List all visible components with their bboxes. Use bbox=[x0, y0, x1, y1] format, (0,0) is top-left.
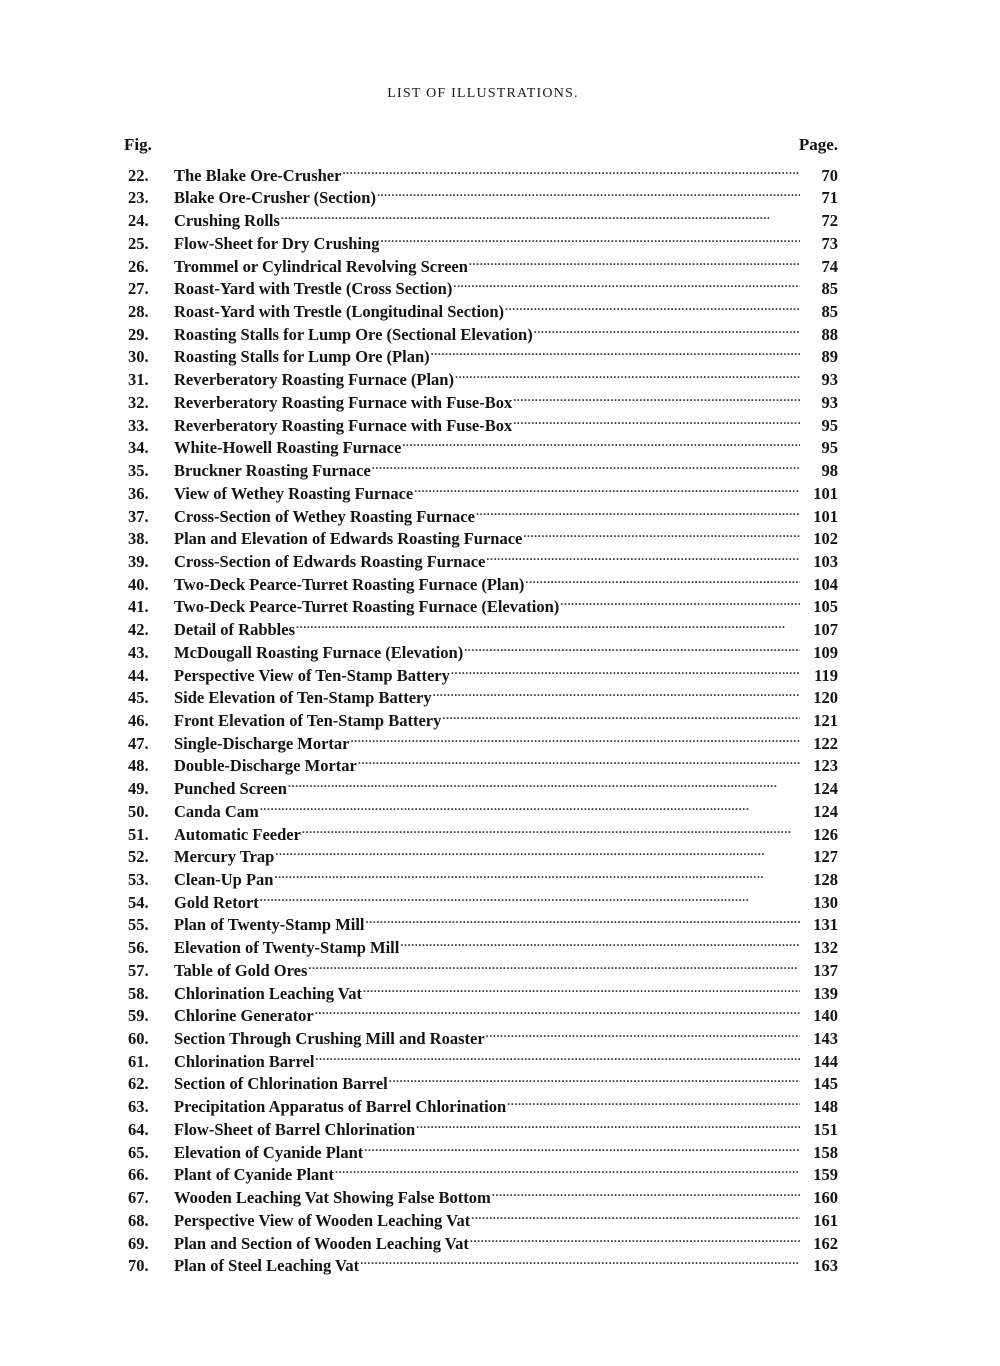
figure-caption: Reverberatory Roasting Furnace with Fuse-Box bbox=[174, 415, 513, 435]
page-number: 107 bbox=[813, 620, 838, 640]
figure-number: 29. bbox=[128, 324, 149, 344]
dot-leader bbox=[486, 544, 800, 567]
figure-caption: Two-Deck Pearce-Turret Roasting Furnace (Elevation) bbox=[174, 597, 560, 617]
figure-caption: Plan of Twenty-Stamp Mill bbox=[174, 915, 365, 935]
page-number: 161 bbox=[813, 1210, 838, 1230]
page-number: 123 bbox=[813, 756, 838, 776]
figure-number: 44. bbox=[128, 665, 149, 685]
figure-caption: Roasting Stalls for Lump Ore (Plan) bbox=[174, 347, 430, 367]
figure-number: 58. bbox=[128, 983, 149, 1003]
figure-number: 30. bbox=[128, 347, 149, 367]
dot-leader bbox=[360, 1249, 800, 1272]
figure-number: 61. bbox=[128, 1051, 149, 1071]
figure-caption: Reverberatory Roasting Furnace with Fuse-Box bbox=[174, 392, 513, 412]
figure-caption: Section Through Crushing Mill and Roaster bbox=[174, 1029, 485, 1049]
figure-caption: Bruckner Roasting Furnace bbox=[174, 461, 371, 481]
page-title: LIST OF ILLUSTRATIONS. bbox=[387, 86, 579, 101]
page-number: 128 bbox=[813, 870, 838, 889]
figure-caption: Trommel or Cylindrical Revolving Screen bbox=[174, 256, 468, 276]
page-number: 71 bbox=[821, 188, 838, 208]
figure-caption: Table of Gold Ores bbox=[174, 960, 308, 980]
dot-leader bbox=[476, 499, 800, 522]
dot-leader bbox=[469, 249, 800, 272]
figure-number: 59. bbox=[128, 1006, 149, 1026]
page-number: 120 bbox=[813, 688, 838, 708]
figure-number: 52. bbox=[128, 847, 149, 867]
page-number: 124 bbox=[813, 779, 838, 799]
figure-caption: Flow-Sheet for Dry Crushing bbox=[174, 233, 380, 253]
page-number: 105 bbox=[813, 597, 838, 617]
page-number: 139 bbox=[813, 983, 838, 1003]
figure-number: 43. bbox=[128, 642, 149, 662]
figure-number: 31. bbox=[128, 370, 149, 390]
dot-leader bbox=[433, 681, 800, 704]
figure-number: 60. bbox=[128, 1029, 149, 1049]
page-number: 124 bbox=[813, 801, 838, 821]
page-number: 93 bbox=[821, 392, 838, 412]
figure-number: 23. bbox=[128, 188, 149, 208]
figure-caption: Automatic Feeder bbox=[174, 824, 301, 844]
dot-leader bbox=[351, 726, 801, 749]
figure-number: 56. bbox=[128, 938, 149, 958]
figure-number: 65. bbox=[128, 1142, 149, 1162]
figure-caption: Plan and Elevation of Edwards Roasting Furnace bbox=[174, 529, 523, 549]
dot-leader bbox=[366, 908, 800, 931]
dot-leader bbox=[416, 1112, 800, 1135]
page-number: 132 bbox=[813, 938, 838, 958]
figure-number: 54. bbox=[128, 892, 149, 912]
column-header-figure: Fig. bbox=[124, 135, 152, 154]
figure-number: 22. bbox=[128, 165, 149, 185]
page-number: 163 bbox=[813, 1256, 838, 1276]
figure-caption: Chlorination Barrel bbox=[174, 1051, 315, 1071]
page-number: 131 bbox=[813, 915, 838, 935]
dot-leader bbox=[492, 1180, 800, 1203]
figure-caption: Cross-Section of Edwards Roasting Furnace bbox=[174, 551, 486, 571]
page-number: 148 bbox=[813, 1097, 838, 1117]
figure-caption: Reverberatory Roasting Furnace (Plan) bbox=[174, 370, 454, 390]
figure-number: 50. bbox=[128, 801, 149, 821]
column-header-page: Page. bbox=[798, 135, 838, 154]
page-number: 151 bbox=[813, 1119, 838, 1139]
dot-leader bbox=[260, 794, 800, 817]
figure-caption: Plant of Cyanide Plant bbox=[174, 1165, 334, 1185]
dot-leader bbox=[507, 1089, 800, 1112]
dot-leader bbox=[400, 930, 800, 953]
page-number: 72 bbox=[821, 211, 838, 231]
page-number: 121 bbox=[813, 710, 838, 730]
dot-leader bbox=[380, 226, 800, 249]
figure-caption: Gold Retort bbox=[174, 892, 259, 912]
figure-number: 26. bbox=[128, 256, 149, 276]
figure-caption: Side Elevation of Ten-Stamp Battery bbox=[174, 688, 432, 708]
figure-caption: Roast-Yard with Trestle (Cross Section) bbox=[174, 279, 453, 299]
figure-caption: Wooden Leaching Vat Showing False Bottom bbox=[174, 1188, 491, 1208]
figure-number: 25. bbox=[128, 233, 149, 253]
figure-number: 40. bbox=[128, 574, 149, 594]
figure-caption: Blake Ore-Crusher (Section) bbox=[174, 188, 376, 208]
figure-caption: Cross-Section of Wethey Roasting Furnace bbox=[174, 506, 475, 526]
page-number: 109 bbox=[813, 642, 838, 662]
dot-leader bbox=[315, 999, 800, 1022]
figure-caption: Two-Deck Pearce-Turret Roasting Furnace (Plan) bbox=[174, 574, 525, 594]
figure-caption: The Blake Ore-Crusher bbox=[174, 165, 342, 185]
dot-leader bbox=[513, 385, 800, 408]
dot-leader bbox=[288, 771, 800, 794]
figure-number: 55. bbox=[128, 915, 149, 935]
dot-leader bbox=[453, 272, 800, 295]
figure-caption: Elevation of Cyanide Plant bbox=[174, 1142, 364, 1162]
dot-leader bbox=[274, 862, 800, 885]
page-number: 130 bbox=[813, 892, 838, 912]
dot-leader bbox=[342, 158, 800, 181]
figure-number: 27. bbox=[128, 279, 149, 299]
figure-number: 62. bbox=[128, 1074, 149, 1094]
figure-number: 64. bbox=[128, 1119, 149, 1139]
page-number: 88 bbox=[821, 324, 838, 344]
dot-leader bbox=[470, 1226, 800, 1249]
dot-leader bbox=[513, 408, 800, 431]
dot-leader bbox=[486, 1021, 800, 1044]
page-number: 143 bbox=[813, 1029, 838, 1049]
figure-caption: Perspective View of Wooden Leaching Vat bbox=[174, 1210, 471, 1230]
dot-leader bbox=[296, 612, 800, 635]
figure-number: 33. bbox=[128, 415, 149, 435]
figure-number: 46. bbox=[128, 710, 149, 730]
figure-caption: Roast-Yard with Trestle (Longitudinal Section) bbox=[174, 302, 505, 322]
figure-caption: Precipitation Apparatus of Barrel Chlorination bbox=[174, 1097, 507, 1117]
figure-caption: Elevation of Twenty-Stamp Mill bbox=[174, 938, 400, 958]
figure-caption: Clean-Up Pan bbox=[174, 870, 274, 889]
figure-number: 48. bbox=[128, 756, 149, 776]
figure-number: 68. bbox=[128, 1210, 149, 1230]
page-number: 145 bbox=[813, 1074, 838, 1094]
dot-leader bbox=[455, 362, 800, 385]
figure-number: 70. bbox=[128, 1256, 149, 1276]
figure-caption: Canda Cam bbox=[174, 801, 259, 821]
figure-number: 37. bbox=[128, 506, 149, 526]
figure-number: 36. bbox=[128, 483, 149, 503]
figure-number: 47. bbox=[128, 733, 149, 753]
figure-caption: Double-Discharge Mortar bbox=[174, 756, 357, 776]
page-number: 159 bbox=[813, 1165, 838, 1185]
page-number: 95 bbox=[821, 415, 838, 435]
dot-leader bbox=[534, 317, 800, 340]
page-number: 137 bbox=[813, 960, 838, 980]
page-number: 126 bbox=[813, 824, 838, 844]
figure-number: 63. bbox=[128, 1097, 149, 1117]
page-number: 73 bbox=[821, 233, 838, 253]
figure-number: 69. bbox=[128, 1233, 149, 1253]
dot-leader bbox=[308, 953, 800, 976]
figure-number: 66. bbox=[128, 1165, 149, 1185]
page-number: 104 bbox=[813, 574, 838, 594]
dot-leader bbox=[372, 453, 800, 476]
page-number: 85 bbox=[821, 302, 838, 322]
dot-leader bbox=[523, 522, 800, 545]
dot-leader bbox=[451, 658, 800, 681]
figure-caption: Section of Chlorination Barrel bbox=[174, 1074, 388, 1094]
figure-number: 32. bbox=[128, 392, 149, 412]
dot-leader bbox=[389, 1067, 800, 1090]
figure-caption: Detail of Rabbles bbox=[174, 620, 295, 640]
illustration-entry bbox=[128, 158, 838, 185]
figure-caption: Plan of Steel Leaching Vat bbox=[174, 1256, 360, 1276]
figure-caption: Front Elevation of Ten-Stamp Battery bbox=[174, 710, 442, 730]
column-header-row bbox=[124, 135, 838, 157]
figure-caption: Perspective View of Ten-Stamp Battery bbox=[174, 665, 450, 685]
figure-caption: McDougall Roasting Furnace (Elevation) bbox=[174, 642, 464, 662]
dot-leader bbox=[281, 203, 800, 226]
figure-number: 38. bbox=[128, 529, 149, 549]
figure-number: 49. bbox=[128, 779, 149, 799]
figure-caption: Mercury Trap bbox=[174, 847, 275, 867]
page-number: 89 bbox=[821, 347, 838, 367]
page-number: 158 bbox=[813, 1142, 838, 1162]
page-number: 101 bbox=[813, 506, 838, 526]
page-number: 70 bbox=[821, 165, 838, 185]
page-number: 119 bbox=[814, 665, 838, 685]
figure-number: 45. bbox=[128, 688, 149, 708]
dot-leader bbox=[275, 840, 800, 863]
figure-caption: Chlorination Leaching Vat bbox=[174, 983, 362, 1003]
dot-leader bbox=[363, 976, 800, 999]
figure-caption: Chlorine Generator bbox=[174, 1006, 314, 1026]
page-number: 103 bbox=[813, 551, 838, 571]
dot-leader bbox=[335, 1158, 800, 1181]
figure-caption: Crushing Rolls bbox=[174, 211, 280, 231]
page-number: 144 bbox=[813, 1051, 838, 1071]
figure-number: 51. bbox=[128, 824, 149, 844]
dot-leader bbox=[358, 749, 800, 772]
dot-leader bbox=[525, 567, 800, 590]
page-number: 85 bbox=[821, 279, 838, 299]
figure-caption: Single-Discharge Mortar bbox=[174, 733, 350, 753]
dot-leader bbox=[442, 703, 800, 726]
figure-number: 39. bbox=[128, 551, 149, 571]
figure-number: 35. bbox=[128, 461, 149, 481]
dot-leader bbox=[402, 431, 800, 454]
dot-leader bbox=[260, 885, 800, 908]
figure-caption: View of Wethey Roasting Furnace bbox=[174, 483, 414, 503]
figure-number: 41. bbox=[128, 597, 149, 617]
figure-number: 67. bbox=[128, 1188, 149, 1208]
dot-leader bbox=[364, 1135, 800, 1158]
illustration-list bbox=[128, 158, 838, 1276]
dot-leader bbox=[302, 817, 800, 840]
dot-leader bbox=[505, 294, 800, 317]
dot-leader bbox=[414, 476, 800, 499]
page-number: 140 bbox=[813, 1006, 838, 1026]
page-number: 102 bbox=[813, 529, 838, 549]
page-number: 101 bbox=[813, 483, 838, 503]
figure-caption: Flow-Sheet of Barrel Chlorination bbox=[174, 1119, 416, 1139]
dot-leader bbox=[377, 181, 800, 204]
page-number: 95 bbox=[821, 438, 838, 458]
figure-caption: Roasting Stalls for Lump Ore (Sectional Elevation) bbox=[174, 324, 533, 344]
page-number: 98 bbox=[821, 461, 838, 481]
figure-number: 42. bbox=[128, 620, 149, 640]
page-number: 93 bbox=[821, 370, 838, 390]
page-number: 127 bbox=[813, 847, 838, 867]
figure-number: 53. bbox=[128, 870, 149, 889]
figure-number: 24. bbox=[128, 211, 149, 231]
figure-number: 28. bbox=[128, 302, 149, 322]
page-number: 74 bbox=[821, 256, 838, 276]
page-number: 162 bbox=[813, 1233, 838, 1253]
page-number: 160 bbox=[813, 1188, 838, 1208]
figure-caption: Plan and Section of Wooden Leaching Vat bbox=[174, 1233, 469, 1253]
dot-leader bbox=[315, 1044, 800, 1067]
dot-leader bbox=[560, 590, 800, 613]
figure-number: 57. bbox=[128, 960, 149, 980]
dot-leader bbox=[431, 340, 800, 363]
figure-caption: White-Howell Roasting Furnace bbox=[174, 438, 402, 458]
figure-number: 34. bbox=[128, 438, 149, 458]
page-number: 122 bbox=[813, 733, 838, 753]
dot-leader bbox=[464, 635, 800, 658]
figure-caption: Punched Screen bbox=[174, 779, 287, 799]
dot-leader bbox=[471, 1203, 800, 1226]
